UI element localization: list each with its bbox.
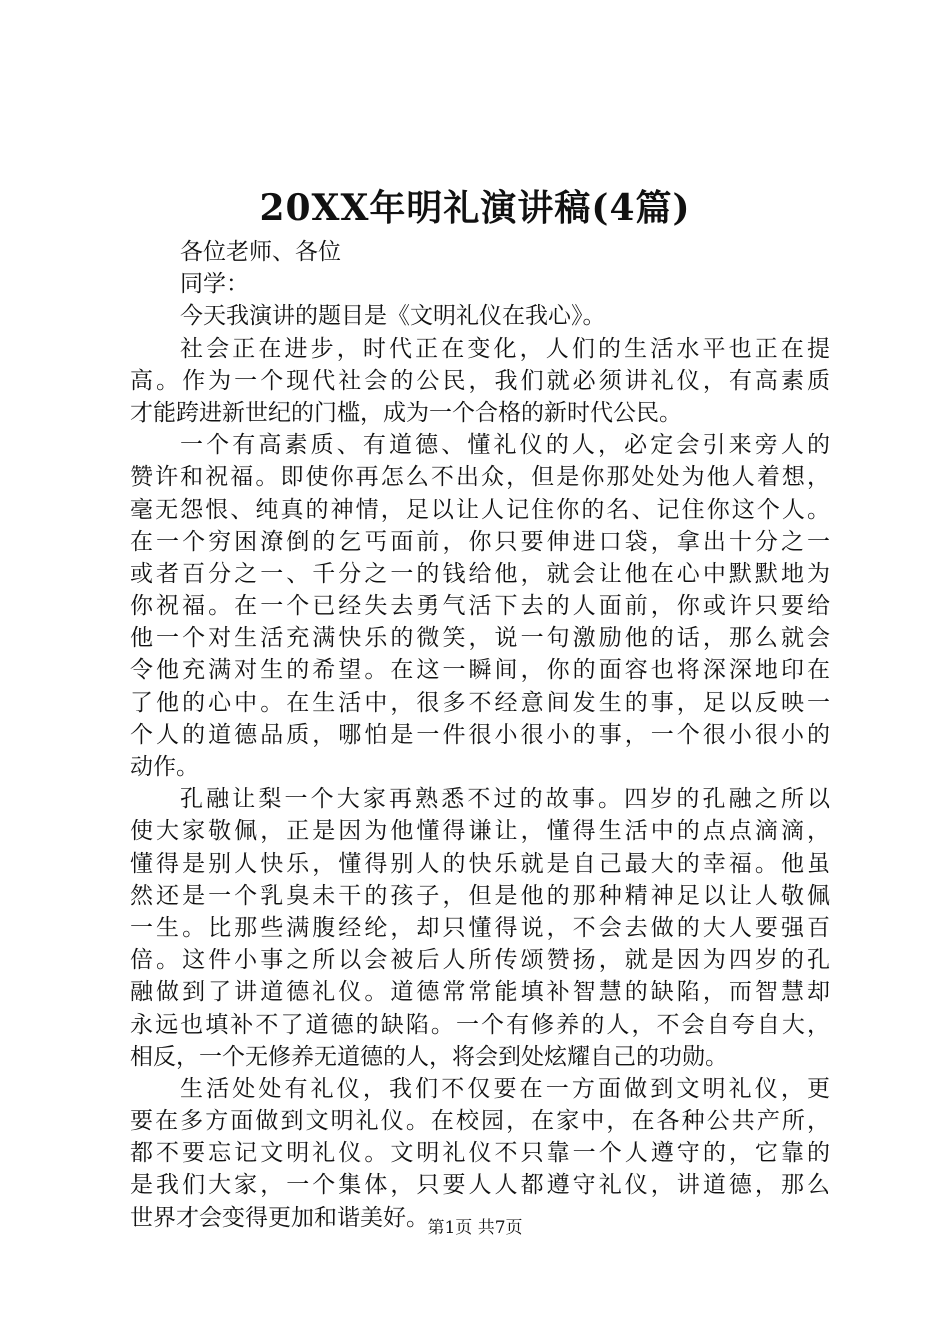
text-line: 赞许和祝福。即使你再怎么不出众，但是你那处处为他人着想， [130,464,830,491]
text-line: 然还是一个乳臭未干的孩子，但是他的那种精神足以让人敬佩 [130,882,830,909]
text-line: 相反，一个无修养无道德的人，将会到处炫耀自己的功勋。 [130,1043,728,1070]
page-footer: 第1页 共7页 [427,1218,523,1238]
text-line: 永远也填补不了道德的缺陷。一个有修养的人，不会自夸自大， [130,1011,830,1038]
text-line: 生活处处有礼仪，我们不仅要在一方面做到文明礼仪，更 [180,1075,830,1102]
text-line: 毫无怨恨、纯真的神情，足以让人记住你的名、记住你这个人。 [130,496,830,523]
text-line: 要在多方面做到文明礼仪。在校园，在家中，在各种公共产所， [130,1108,830,1135]
text-line: 个人的道德品质，哪怕是一件很小很小的事，一个很小很小的 [130,721,830,748]
document-title: 20XX年明礼演讲稿(4篇) [259,187,691,229]
text-line: 同学： [180,271,249,298]
text-line: 各位老师、各位 [180,239,341,265]
text-line: 孔融让梨一个大家再熟悉不过的故事。四岁的孔融之所以 [180,786,830,813]
text-line: 使大家敬佩，正是因为他懂得谦让，懂得生活中的点点滴滴， [130,818,830,845]
text-line: 他一个对生活充满快乐的微笑，说一句激励他的话，那么就会 [130,625,830,652]
document-body [130,236,830,1234]
text-line: 才能跨进新世纪的门槛，成为一个合格的新时代公民。 [130,399,682,426]
text-line: 倍。这件小事之所以会被后人所传颂赞扬，就是因为四岁的孔 [130,947,830,974]
text-line: 都不要忘记文明礼仪。文明礼仪不只靠一个人遵守的，它靠的 [130,1140,830,1167]
text-line: 今天我演讲的题目是《文明礼仪在我心》。 [180,303,606,330]
text-line: 社会正在进步，时代正在变化，人们的生活水平也正在提 [180,335,830,362]
text-line: 高。作为一个现代社会的公民，我们就必须讲礼仪，有高素质 [130,367,830,394]
text-line: 动作。 [130,754,199,780]
text-line: 令他充满对生的希望。在这一瞬间，你的面容也将深深地印在 [130,657,830,684]
text-line: 一生。比那些满腹经纶，却只懂得说，不会去做的大人要强百 [130,914,830,941]
text-line: 一个有高素质、有道德、懂礼仪的人，必定会引来旁人的 [180,432,830,459]
text-line: 融做到了讲道德礼仪。道德常常能填补智慧的缺陷，而智慧却 [130,979,830,1006]
text-line: 了他的心中。在生活中，很多不经意间发生的事，足以反映一 [130,689,830,716]
text-line: 懂得是别人快乐，懂得别人的快乐就是自己最大的幸福。他虽 [130,850,830,877]
text-line: 你祝福。在一个已经失去勇气活下去的人面前，你或许只要给 [130,593,830,620]
text-line: 是我们大家，一个集体，只要人人都遵守礼仪，讲道德，那么 [130,1172,830,1199]
text-line: 在一个穷困潦倒的乞丐面前，你只要伸进口袋，拿出十分之一 [130,528,830,555]
text-line: 或者百分之一、千分之一的钱给他，就会让他在心中默默地为 [130,560,830,587]
text-line: 世界才会变得更加和谐美好。 [130,1204,429,1231]
